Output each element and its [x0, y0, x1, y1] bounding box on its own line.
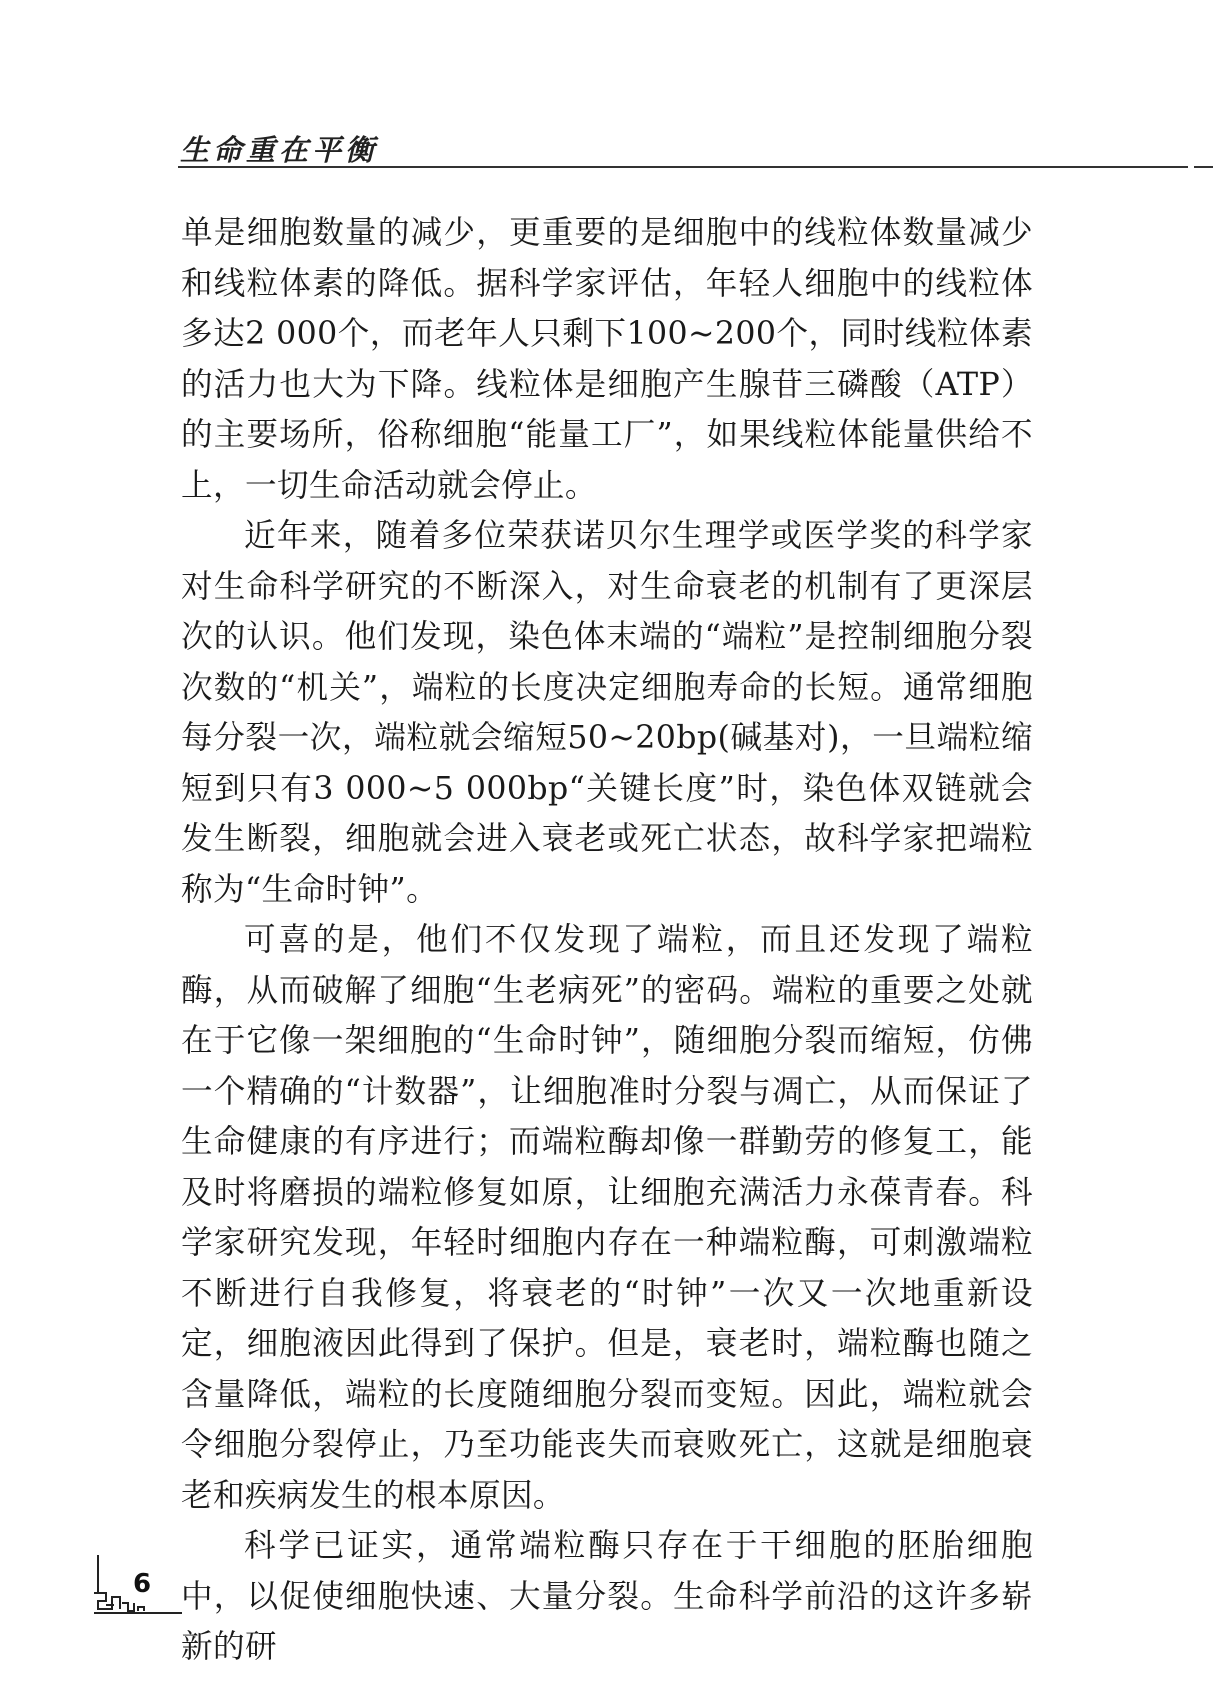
- header-rule: [178, 166, 1188, 168]
- header-rule-end: [1194, 166, 1213, 168]
- paragraph-4: 科学已证实，通常端粒酶只存在于干细胞的胚胎细胞中，以促使细胞快速、大量分裂。生命科学前沿的这许多崭新的研: [181, 1528, 1033, 1665]
- body-text: [181, 208, 1033, 1673]
- running-header-title: 生命重在平衡: [180, 133, 379, 167]
- paragraph-1: 单是细胞数量的减少，更重要的是细胞中的线粒体数量减少和线粒体素的降低。据科学家评估，年轻人细胞中的线粒体多达2 000个，而老年人只剩下100~200个，同时线粒体素的活力也大为下降。线粒体是细胞产生腺苷三磷酸（ATP）的主要场所，俗称细胞“能量工厂”，如果线粒体能量供给不上，一切生命活动就会停止。: [181, 215, 1033, 504]
- paragraph-3: 可喜的是，他们不仅发现了端粒，而且还发现了端粒酶，从而破解了细胞“生老病死”的密码。端粒的重要之处就在于它像一架细胞的“生命时钟”，随细胞分裂而缩短，仿佛一个精确的“计数器”，让细胞准时分裂与凋亡，从而保证了生命健康的有序进行；而端粒酶却像一群勤劳的修复工，能及时将磨损的端粒修复如原，让细胞充满活力永葆青春。科学家研究发现，年轻时细胞内存在一种端粒酶，可刺激端粒不断进行自我修复，将衰老的“时钟”一次又一次地重新设定，细胞液因此得到了保护。但是，衰老时，端粒酶也随之含量降低，端粒的长度随细胞分裂而变短。因此，端粒就会令细胞分裂停止，乃至功能丧失而衰败死亡，这就是细胞衰老和疾病发生的根本原因。: [181, 922, 1033, 1514]
- page-number: 6: [133, 1569, 152, 1599]
- paragraph-2: 近年来，随着多位荣获诺贝尔生理学或医学奖的科学家对生命科学研究的不断深入，对生命衰老的机制有了更深层次的认识。他们发现，染色体末端的“端粒”是控制细胞分裂次数的“机关”，端粒的长度决定细胞寿命的长短。通常细胞每分裂一次，端粒就会缩短50~20bp(碱基对)，一旦端粒缩短到只有3 000~5 000bp“关键长度”时，染色体双链就会发生断裂，细胞就会进入衰老或死亡状态，故科学家把端粒称为“生命时钟”。: [181, 518, 1033, 908]
